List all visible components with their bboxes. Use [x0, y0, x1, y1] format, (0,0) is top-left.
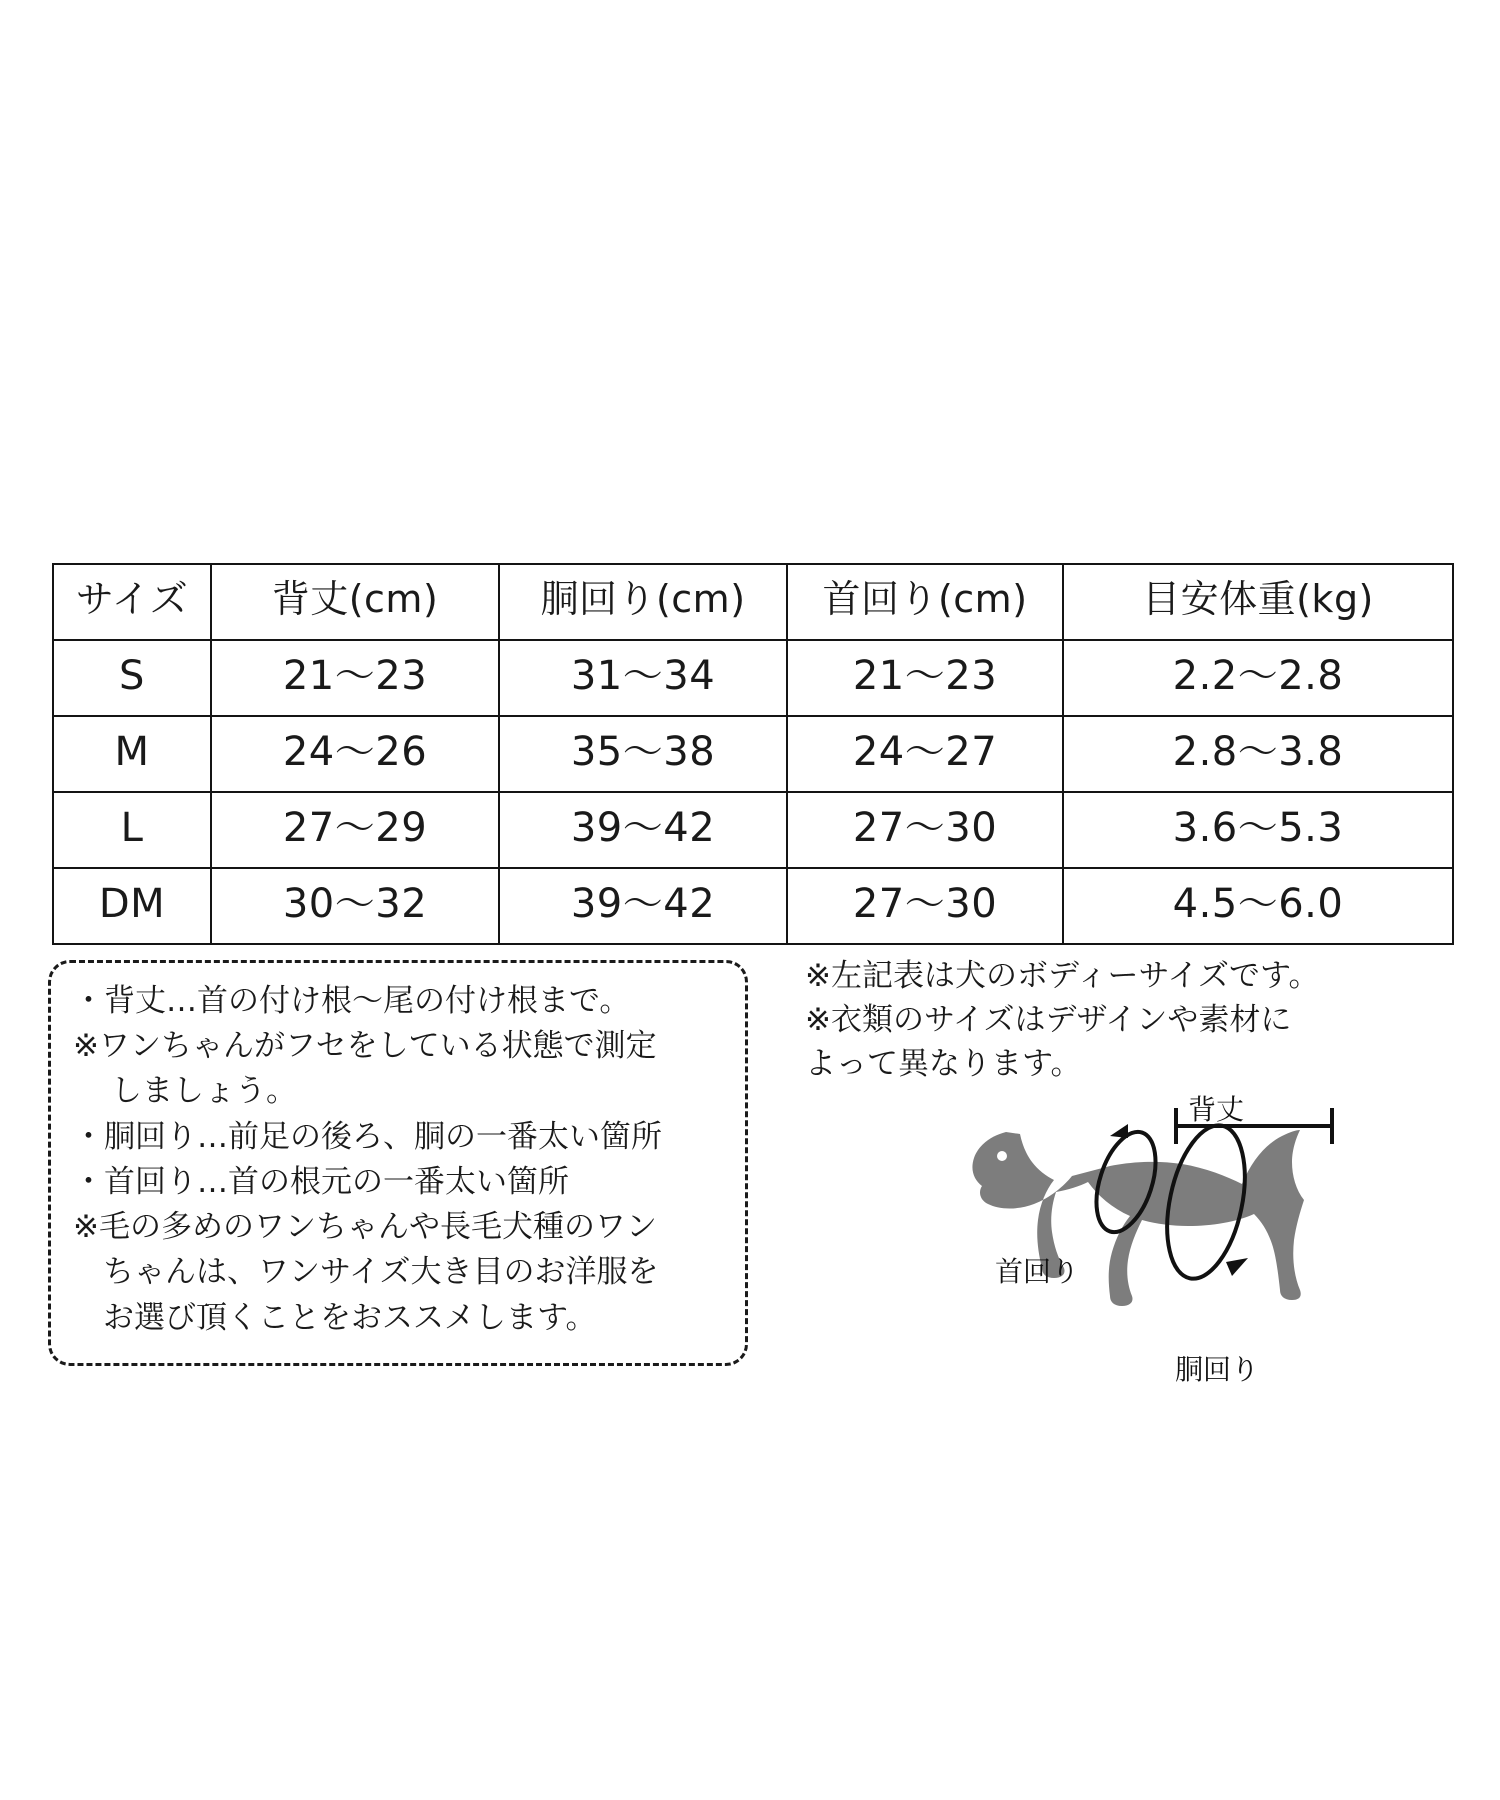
table-cell: 3.6〜5.3	[1063, 792, 1453, 868]
table-cell: 27〜29	[211, 792, 499, 868]
table-cell: 30〜32	[211, 868, 499, 944]
table-row	[53, 640, 1453, 716]
table-cell: 35〜38	[499, 716, 787, 792]
note-line: お選び頂くことをおススメします。	[103, 1299, 597, 1336]
table-cell: 2.8〜3.8	[1063, 716, 1453, 792]
right-note-line: ※衣類のサイズはデザインや素材に	[805, 1002, 1292, 1039]
table-cell: 24〜27	[787, 716, 1063, 792]
table-header-cell: 背丈(cm)	[211, 564, 499, 640]
note-line: ・胴回り…前足の後ろ、胴の一番太い箇所	[73, 1118, 662, 1155]
measurement-notes-box	[48, 960, 748, 1366]
note-line: しましょう。	[111, 1073, 297, 1110]
size-table-container	[52, 563, 1452, 945]
table-cell: S	[53, 640, 211, 716]
table-cell: L	[53, 792, 211, 868]
right-notes	[805, 955, 1465, 1087]
table-header-row	[53, 564, 1453, 640]
neck-girth-label: 首回り	[995, 1255, 1080, 1288]
table-cell: 24〜26	[211, 716, 499, 792]
table-cell: 27〜30	[787, 868, 1063, 944]
table-row	[53, 716, 1453, 792]
table-cell: 21〜23	[211, 640, 499, 716]
table-cell: M	[53, 716, 211, 792]
table-cell: 2.2〜2.8	[1063, 640, 1453, 716]
note-line: ・首回り…首の根元の一番太い箇所	[73, 1163, 569, 1200]
note-line: ※ワンちゃんがフセをしている状態で測定	[73, 1028, 657, 1065]
table-row	[53, 868, 1453, 944]
note-line: ※毛の多めのワンちゃんや長毛犬種のワン	[73, 1209, 657, 1246]
table-cell: 4.5〜6.0	[1063, 868, 1453, 944]
table-header-cell: 目安体重(kg)	[1063, 564, 1453, 640]
table-row	[53, 792, 1453, 868]
table-cell: DM	[53, 868, 211, 944]
back-length-label: 背丈	[1188, 1093, 1245, 1126]
table-cell: 21〜23	[787, 640, 1063, 716]
right-note-line: よって異なります。	[805, 1046, 1082, 1083]
table-header-cell: 首回り(cm)	[787, 564, 1063, 640]
table-cell: 39〜42	[499, 868, 787, 944]
note-line: ちゃんは、ワンサイズ大き目のお洋服を	[103, 1254, 659, 1291]
table-cell: 39〜42	[499, 792, 787, 868]
right-note-line: ※左記表は犬のボディーサイズです。	[805, 958, 1320, 994]
size-table	[52, 563, 1454, 945]
note-line: ・背丈…首の付け根〜尾の付け根まで。	[73, 983, 631, 1019]
table-cell: 27〜30	[787, 792, 1063, 868]
table-header-cell: サイズ	[53, 564, 211, 640]
table-cell: 31〜34	[499, 640, 787, 716]
chest-girth-label: 胴回り	[1175, 1353, 1260, 1386]
table-header-cell: 胴回り(cm)	[499, 564, 787, 640]
